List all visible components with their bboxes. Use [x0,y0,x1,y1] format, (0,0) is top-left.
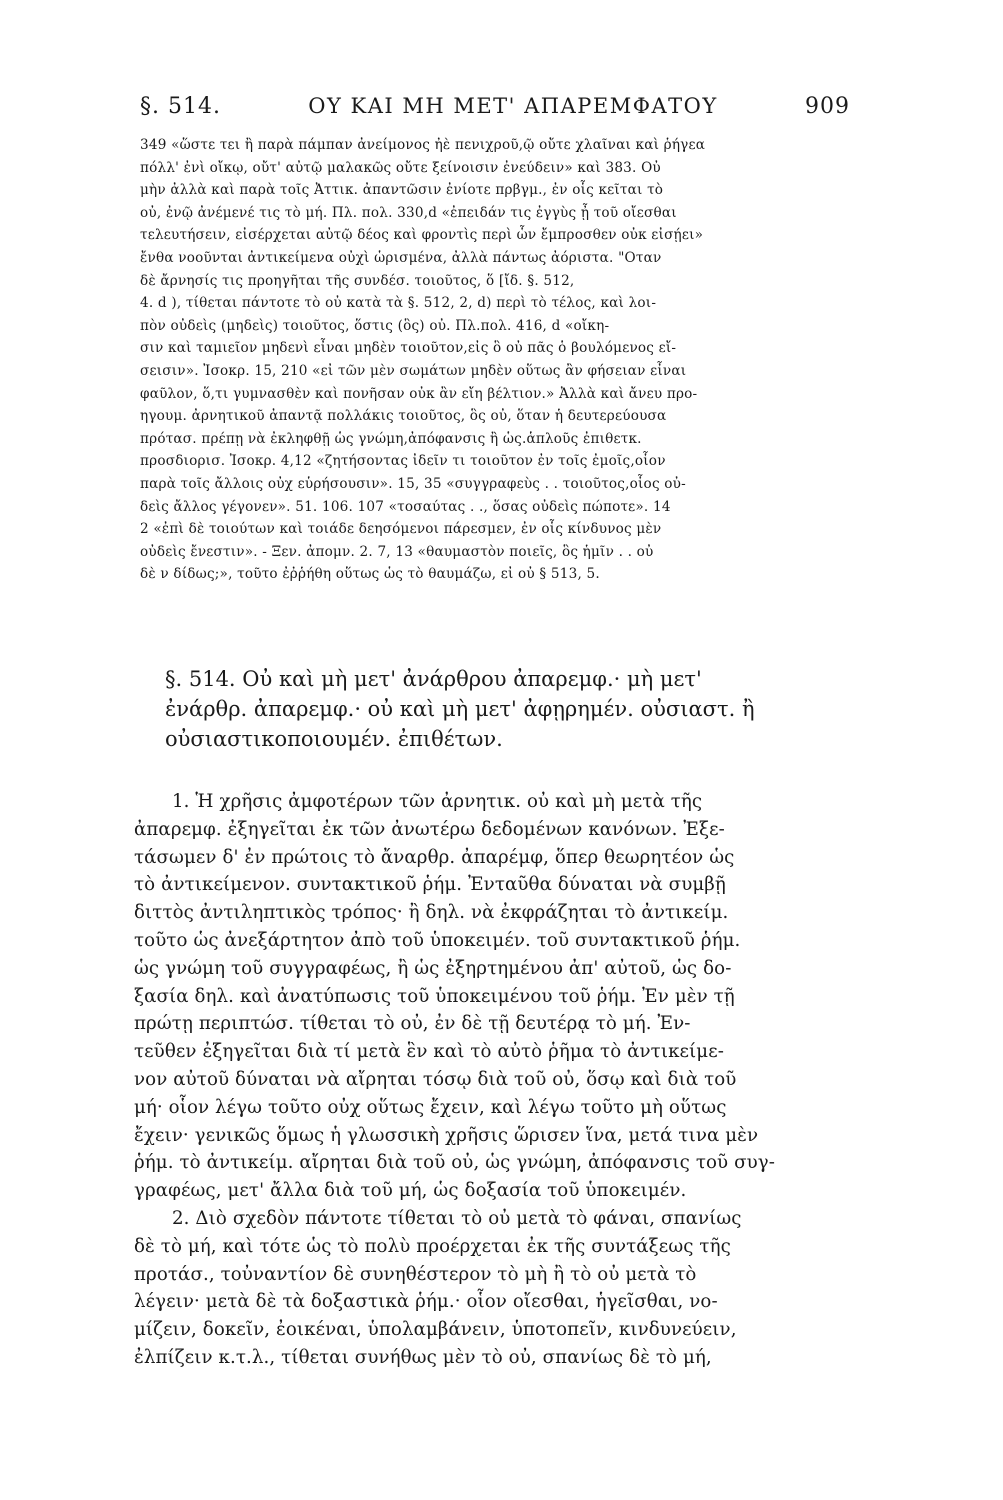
body-line: δὲ τὸ μή, καὶ τότε ὡς τὸ πολὺ προέρχεται ἐκ τῆς συντάξεως τῆς [134,1235,731,1257]
heading-line: οὐσιαστικοποιουμέν. ἐπιθέτων. [165,727,503,751]
footnote-line: ηγουμ. ἀρνητικοῦ ἀπαντᾷ πολλάκις τοιοῦτος, ὃς οὐ, ὅταν ἡ δευτερεύουσα [140,408,667,425]
footnote-line: ἔνθα νοοῦνται ἀντικείμενα οὐχὶ ὡρισμένα, ἀλλὰ πάντως ἀόριστα. "Οταν [140,249,662,266]
section-heading [165,664,855,754]
body-line: 1. Ἡ χρῆσις ἀμφοτέρων τῶν ἀρνητικ. οὐ καὶ μὴ μετὰ τῆς [172,791,703,812]
running-title: ΟΥ ΚΑΙ ΜΗ ΜΕΤ' ΑΠΑΡΕΜΦΑΤΟΥ [308,94,718,118]
footnote-line: πόλλ' ἐνὶ οἴκῳ, οὔτ' αὐτῷ μαλακῶς οὔτε ξείνοισιν ἐνεύδειν» καὶ 383. Οὐ [140,159,661,176]
footnote-line: 4. d ), τίθεται πάντοτε τὸ οὐ κατὰ τὰ §. 512, 2, d) περὶ τὸ τέλος, καὶ λοι- [140,295,657,312]
footnote-line: μὴν ἀλλὰ καὶ παρὰ τοῖς Ἀττικ. ἀπαντῶσιν ἐνίοτε πρβγμ., ἐν οἷς κεῖται τὸ [140,182,664,199]
footnote-line: παρὰ τοῖς ἄλλοις οὐχ εὑρήσουσιν». 15, 35 «συγγραφεὺς . . τοιοῦτος,οἷος οὐ- [140,475,686,492]
running-head [140,86,850,126]
body-line: τεῦθεν ἐξηγεῖται διὰ τί μετὰ ἓν καὶ τὸ αὐτὸ ῥῆμα τὸ ἀντικείμε- [134,1041,724,1063]
footnote-line: δεὶς ἄλλος γέγονεν». 51. 106. 107 «τοσαύτας . ., ὅσας οὐδεὶς πώποτε». 14 [140,498,671,515]
body-line: τάσωμεν δ' ἐν πρώτοις τὸ ἄναρθρ. ἀπαρέμφ, ὅπερ θεωρητέον ὡς [134,846,735,868]
body-line: ἐλπίζειν κ.τ.λ., τίθεται συνήθως μὲν τὸ οὐ, σπανίως δὲ τὸ μή, [134,1346,712,1368]
body-line: λέγειν· μετὰ δὲ τὰ δοξαστικὰ ῥήμ.· οἷον οἴεσθαι, ἡγεῖσθαι, νο- [134,1291,718,1313]
body-line: μίζειν, δοκεῖν, ἐοικέναι, ὑπολαμβάνειν, ὑποτοπεῖν, κινδυνεύειν, [134,1319,737,1341]
footnote-line: δὲ ν δίδως;», τοῦτο ἐῤῥήθη οὕτως ὡς τὸ θαυμάζω, εἰ οὐ § 513, 5. [140,566,600,583]
footnote-line: σεισιν». Ἰσοκρ. 15, 210 «εἰ τῶν μὲν σωμάτων μηδὲν οὕτως ἂν φήσειαν εἶναι [140,362,687,379]
heading-line: §. 514. Οὐ καὶ μὴ μετ' ἀνάρθρου ἀπαρεμφ.· μὴ μετ' [165,667,702,691]
footnote-line: δὲ ἄρνησίς τις προηγῆται τῆς συνδέσ. τοιοῦτος, ὅ [ἴδ. §. 512, [140,272,575,289]
footnote-line: πρότασ. πρέπῃ νὰ ἐκληφθῇ ὡς γνώμη,ἀπόφανσις ἢ ὡς.ἁπλοῦς ἐπιθετκ. [140,430,642,447]
footnote-line: 349 «ὥστε τει ἢ παρὰ πάμπαν ἀνείμονος ἠὲ πενιχροῦ,ῷ οὔτε χλαῖναι καὶ ῥήγεα [140,137,706,153]
body-text [134,788,856,1372]
body-line: μή· οἷον λέγω τοῦτο οὐχ οὕτως ἔχειν, καὶ λέγω τοῦτο μὴ οὕτως [134,1096,727,1118]
footnote-line: σιν καὶ ταμιεῖον μηδενὶ εἶναι μηδὲν τοιοῦτον,εἰς ὃ οὐ πᾶς ὁ βουλόμενος εἴ- [140,340,677,357]
footnote-line: οὐδεὶς ἔνεστιν». - Ξεν. ἀπομν. 2. 7, 13 «θαυμαστὸν ποιεῖς, ὃς ἡμῖν . . οὐ [140,543,654,560]
body-line: 2. Διὸ σχεδὸν πάντοτε τίθεται τὸ οὐ μετὰ τὸ φάναι, σπανίως [172,1207,742,1229]
body-line: ὡς γνώμη τοῦ συγγραφέως, ἢ ὡς ἐξηρτημένου ἀπ' αὐτοῦ, ὡς δο- [134,957,732,979]
footnote-line: πὸν οὐδεὶς (μηδεὶς) τοιοῦτος, ὅστις (ὃς) οὐ. Πλ.πολ. 416, d «οἴκη- [140,317,610,334]
body-line: τοῦτο ὡς ἀνεξάρτητον ἀπὸ τοῦ ὑποκειμέν. τοῦ συντακτικοῦ ῥήμ. [134,929,741,951]
body-line: διττὸς ἀντιληπτικὸς τρόπος· ἢ δηλ. νὰ ἐκφράζηται τὸ ἀντικείμ. [134,902,729,924]
page-number: 909 [804,93,850,119]
body-line: ἔχειν· γενικῶς ὅμως ἡ γλωσσικὴ χρῆσις ὥρισεν ἵνα, μετά τινα μὲν [134,1124,759,1146]
heading-line: ἐνάρθρ. ἀπαρεμφ.· οὐ καὶ μὴ μετ' ἀφῃρημέν. οὐσιαστ. ἢ [165,697,755,721]
footnote-line: 2 «ἐπὶ δὲ τοιούτων καὶ τοιάδε δεησόμενοι πάρεσμεν, ἐν οἷς κίνδυνος μὲν [140,521,662,538]
body-line: ῥήμ. τὸ ἀντικείμ. αἴρηται διὰ τοῦ οὐ, ὡς γνώμη, ἀπόφανσις τοῦ συγ- [134,1152,775,1174]
body-line: γραφέως, μετ' ἄλλα διὰ τοῦ μή, ὡς δοξασία τοῦ ὑποκειμέν. [134,1180,687,1202]
body-line: πρώτῃ περιπτώσ. τίθεται τὸ οὐ, ἐν δὲ τῇ δευτέρᾳ τὸ μή. Ἐν- [134,1013,691,1035]
footnote-block [140,134,852,586]
footnote-line: τελευτήσειν, εἰσέρχεται αὐτῷ δέος καὶ φροντὶς περὶ ὧν ἔμπροσθεν οὐκ εἰσῄει» [140,227,704,244]
body-line: προτάσ., τοὐναντίον δὲ συνηθέστερον τὸ μὴ ἢ τὸ οὐ μετὰ τὸ [134,1263,697,1285]
body-line: ἀπαρεμφ. ἐξηγεῖται ἐκ τῶν ἀνωτέρω δεδομένων κανόνων. Ἐξε- [134,818,725,840]
body-line: νον αὐτοῦ δύναται νὰ αἴρηται τόσῳ διὰ τοῦ οὐ, ὅσῳ καὶ διὰ τοῦ [134,1068,737,1090]
footnote-line: προσδιορισ. Ἰσοκρ. 4,12 «ζητήσοντας ἰδεῖν τι τοιοῦτον ἐν τοῖς ἐμοῖς,οἷον [140,453,666,470]
body-line: ξασία δηλ. καὶ ἀνατύπωσις τοῦ ὑποκειμένου τοῦ ῥήμ. Ἐν μὲν τῇ [134,985,735,1007]
footnote-line: οὐ, ἐνῷ ἀνέμενέ τις τὸ μή. Πλ. πολ. 330,d «ἐπειδάν τις ἐγγὺς ᾖ τοῦ οἴεσθαι [140,204,677,221]
body-line: τὸ ἀντικείμενον. συντακτικοῦ ῥήμ. Ἐνταῦθα δύναται νὰ συμβῇ [134,874,726,896]
section-number: §. 514. [140,93,221,119]
footnote-line: φαῦλον, ὅ,τι γυμνασθὲν καὶ πονῆσαν οὐκ ἂν εἴη βέλτιον.» Ἀλλὰ καὶ ἄνευ προ- [140,385,698,402]
